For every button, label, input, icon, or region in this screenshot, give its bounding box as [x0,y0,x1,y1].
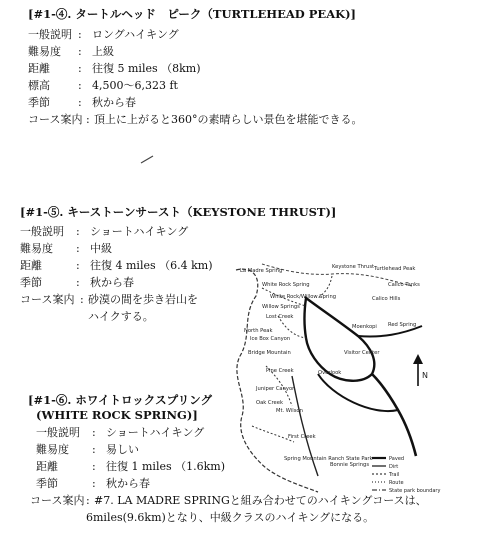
row-label: 標高 [28,79,50,92]
row-label: 季節 [28,96,50,109]
section-title: [#1-⑤. キーストーンサースト（KEYSTONE THRUST)] [20,205,337,219]
row-value: 往復 5 miles （8km) [92,62,201,75]
highway [372,374,416,456]
info-row [20,223,336,240]
row-value: 秋から春 [106,477,150,490]
map-label: Spring Mountain Ranch State Park [284,456,373,462]
legend-item: Paved [389,456,405,462]
map-label: Oak Creek [256,400,283,406]
map-label: Moenkopi [352,324,377,330]
map-label: Visitor Center [344,350,380,356]
note-continuation: 6miles(9.6km)となり、中級クラスのハイキングになる。 [86,511,375,524]
map-label: La Madre Spring [240,268,283,274]
row-label: コース案内 [30,494,85,507]
row-label: 距離 [20,259,42,272]
row-colon: : [78,45,82,58]
row-label: 一般説明 [36,426,80,439]
row-label: 一般説明 [20,225,64,238]
row-value: 4,500〜6,323 ft [92,79,178,92]
map-label: Lost Creek [266,314,294,320]
map-label: Calico Tanks [388,282,420,288]
section-title: [#1-④. タートルヘッド ピーク（TURTLEHEAD PEAK)] [28,7,356,21]
scenic-loop-road [305,298,375,381]
row-colon: : [76,225,80,238]
row-colon: : [76,276,80,289]
row-value: 砂漠の間を歩き岩山を [88,293,198,306]
row-label: コース案内 [28,113,83,126]
row-value: 頂上に上がると360°の素晴らしい景色を堪能できる。 [94,113,363,126]
legend-item: Route [389,480,404,486]
row-label: 距離 [36,460,58,473]
map-label: White Rock Spring [262,282,310,288]
info-row [28,94,363,111]
map-label: Bridge Mountain [248,350,291,356]
info-row [28,77,363,94]
row-colon: : [92,460,96,473]
map-label: Keystone Thrust [332,264,375,270]
row-colon: : [78,79,82,92]
row-colon: : [92,443,96,456]
map-label: Overlook [318,370,342,376]
info-list [28,26,363,128]
map-label: Pine Creek [266,368,294,374]
row-label: 季節 [20,276,42,289]
map-label: Calico Hills [372,296,401,302]
map-label: Mt. Wilson [276,408,303,414]
row-label: 距離 [28,62,50,75]
row-colon: : [86,494,90,507]
map-legend [372,456,440,494]
north-label: N [422,371,428,380]
legend-item: State park boundary [389,488,441,494]
row-label: コース案内 [20,293,75,306]
section-title: [#1-⑥. ホワイトロックスプリング [28,393,212,407]
row-value: 易しい [106,443,139,456]
map-label: Turtlehead Peak [374,266,416,272]
row-value: ロングハイキング [92,28,179,41]
row-value: 往復 1 miles （1.6km) [106,460,225,473]
row-colon: : [76,242,80,255]
row-colon: : [92,426,96,439]
row-value: #7. LA MADRE SPRINGと組み合わせてのハイキングコースは、 [94,494,427,507]
row-value: 上級 [92,45,114,58]
info-row [28,60,363,77]
row-value: ショートハイキング [90,225,189,238]
info-row [28,43,363,60]
row-colon: : [80,293,84,306]
map-label: White Rock/Willow Spring [270,294,337,300]
row-value: 秋から春 [90,276,134,289]
legend-item: Trail [389,472,400,478]
section-turtlehead-peak [28,6,363,128]
map-label: Ice Box Canyon [250,336,291,342]
map-label: North Peak [244,328,273,334]
north-arrow [413,354,428,386]
row-colon: : [86,113,90,126]
map-label: Bonnie Springs [330,462,370,468]
trail-map [222,256,448,518]
row-colon: : [78,62,82,75]
row-value: ショートハイキング [106,426,205,439]
info-row [28,111,363,128]
row-label: 難易度 [36,443,69,456]
row-value: 秋から春 [92,96,136,109]
row-value: 中級 [90,242,112,255]
map-label: Willow Springs [262,304,300,310]
info-row [28,26,363,43]
map-label: Red Spring [388,322,417,328]
row-colon: : [78,28,82,41]
map-labels [240,264,420,468]
row-label: 難易度 [28,45,61,58]
info-row [20,240,336,257]
note-continuation: ハイクする。 [88,310,154,323]
stray-mark [140,154,154,164]
row-label: 季節 [36,477,58,490]
row-colon: : [78,96,82,109]
row-label: 一般説明 [28,28,72,41]
legend-item: Dirt [389,464,399,470]
row-label: 難易度 [20,242,53,255]
row-colon: : [76,259,80,272]
row-value: 往復 4 miles （6.4 km) [90,259,213,272]
row-colon: : [92,477,96,490]
section-subtitle: (WHITE ROCK SPRING)] [36,408,198,422]
map-label: Juniper Canyon [256,386,296,392]
map-label: First Creek [288,434,316,440]
